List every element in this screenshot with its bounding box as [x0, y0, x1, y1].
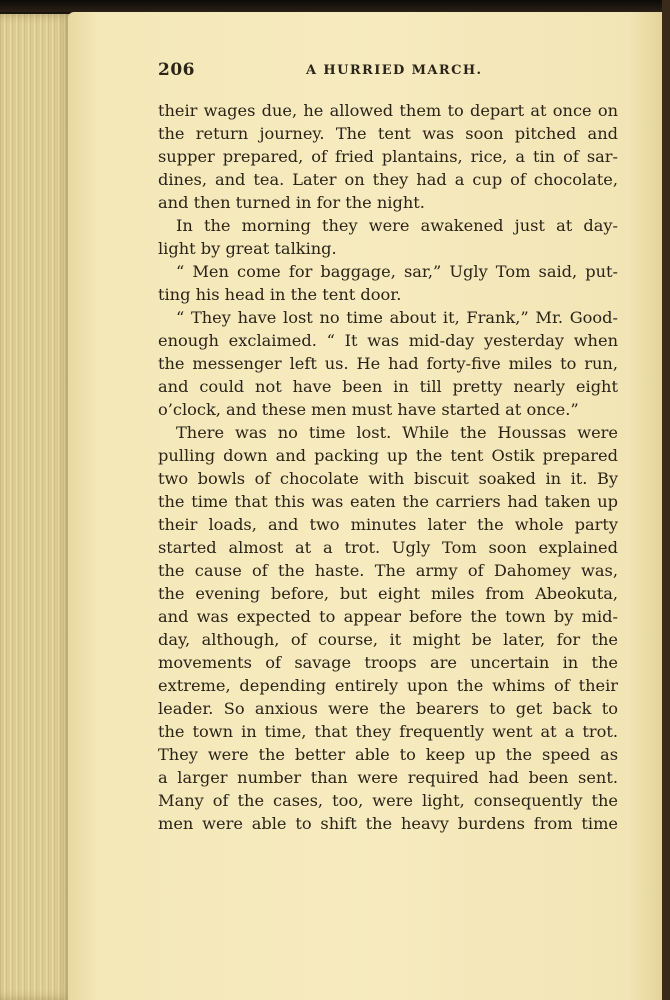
text-line: the evening before, but eight miles from Abeokuta, — [158, 584, 618, 603]
body-text — [158, 99, 618, 835]
book-page-edges — [0, 14, 72, 1000]
text-line: the town in time, that they frequently went at a trot. — [158, 722, 618, 741]
text-line: leader. So anxious were the bearers to get back to — [158, 699, 618, 718]
text-line: light by great talking. — [158, 239, 337, 258]
text-line: and could not have been in till pretty nearly eight — [158, 377, 618, 396]
text-line: their loads, and two minutes later the whole party — [158, 515, 618, 534]
text-line: the return journey. The tent was soon pitched and — [158, 124, 618, 143]
text-line: and was expected to appear before the town by mid- — [158, 607, 618, 626]
text-line: supper prepared, of fried plantains, rice, a tin of sar- — [158, 147, 618, 166]
page-header — [158, 60, 618, 84]
text-line: movements of savage troops are uncertain in the — [158, 653, 618, 672]
text-line: started almost at a trot. Ugly Tom soon explained — [158, 538, 618, 557]
text-line: They were the better able to keep up the speed as — [158, 745, 618, 764]
text-line: their wages due, he allowed them to depart at once on — [158, 101, 618, 120]
text-line: men were able to shift the heavy burdens from time — [158, 814, 618, 833]
text-line: dines, and tea. Later on they had a cup of chocolate, — [158, 170, 618, 189]
text-line: two bowls of chocolate with biscuit soaked in it. By — [158, 469, 618, 488]
scan-right-border — [662, 0, 670, 1000]
text-line: and then turned in for the night. — [158, 193, 425, 212]
text-line: Many of the cases, too, were light, consequently the — [158, 791, 618, 810]
text-line: the messenger left us. He had forty-five miles to run, — [158, 354, 618, 373]
text-line: “ They have lost no time about it, Frank,” Mr. Good- — [176, 308, 618, 327]
text-line: o’clock, and these men must have started at once.” — [158, 400, 579, 419]
text-line: day, although, of course, it might be later, for the — [158, 630, 618, 649]
text-line: extreme, depending entirely upon the whims of their — [158, 676, 618, 695]
scan-top-border — [0, 0, 670, 12]
text-line: a larger number than were required had been sent. — [158, 768, 618, 787]
page-number: 206 — [158, 60, 195, 80]
text-line: In the morning they were awakened just at day- — [176, 216, 618, 235]
text-line: “ Men come for baggage, sar,” Ugly Tom said, put- — [176, 262, 618, 281]
text-line: enough exclaimed. “ It was mid-day yesterday when — [158, 331, 618, 350]
text-line: ting his head in the tent door. — [158, 285, 402, 304]
text-line: There was no time lost. While the Houssas were — [176, 423, 618, 442]
text-line: pulling down and packing up the tent Ostik prepared — [158, 446, 618, 465]
text-line: the cause of the haste. The army of Dahomey was, — [158, 561, 618, 580]
running-head: A HURRIED MARCH. — [306, 63, 483, 78]
text-line: the time that this was eaten the carriers had taken up — [158, 492, 618, 511]
